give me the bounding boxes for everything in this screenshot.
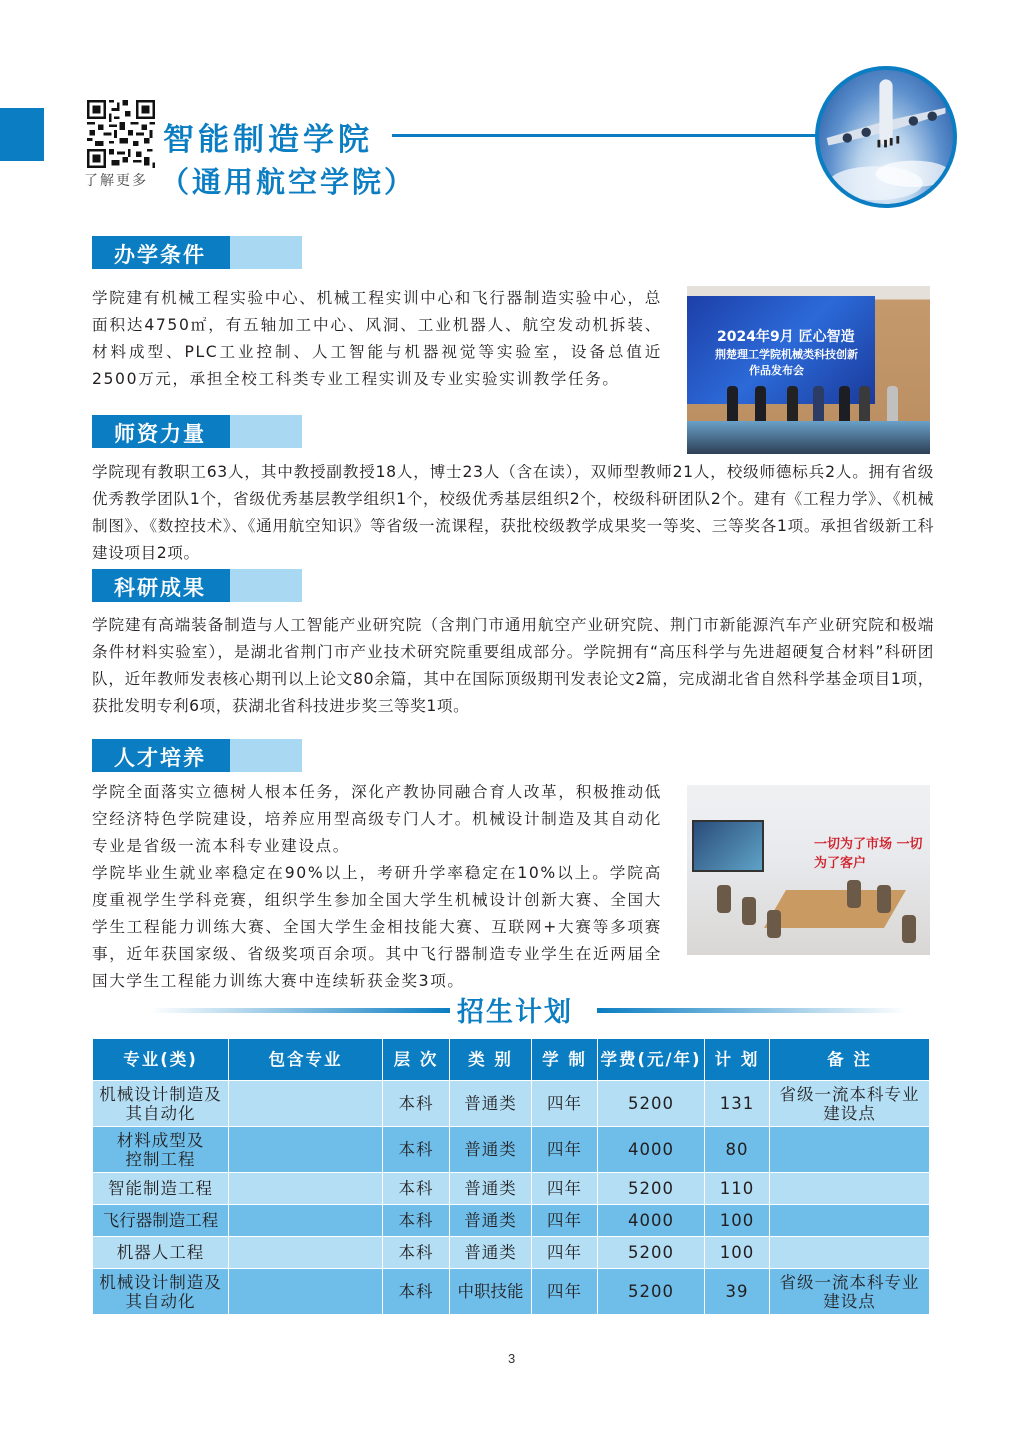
talent-text-2: 学院毕业生就业率稳定在90%以上，考研升学率稳定在10%以上。学院高度重视学生学科竞赛，组织学生参加全国大学生机械设计创新大赛、全国大学生工程能力训练大赛、全国大学生金相技能大赛、互联网+大赛等多项赛事，近年获国家级、省级奖项百余项。其中飞行器制造专业学生在近两届全国大学生工程能力训练大赛中连续斩获金奖3项。 [92, 864, 662, 990]
col-header-fee: 学费(元/年) [598, 1039, 705, 1081]
qr-caption: 了解更多 [84, 173, 148, 189]
event-photo: 2024年9月 匠心智造 荆楚理工学院机械类科技创新 作品发布会 [687, 286, 930, 454]
col-header-category: 类 别 [450, 1039, 532, 1081]
page-title: 智能制造学院 [163, 122, 373, 158]
table-header-row [93, 1039, 930, 1081]
section-heading-talent: 人才培养 [92, 739, 302, 772]
table-row: 机械设计制造及其自动化 本科 中职技能 四年 5200 39 省级一流本科专业建设点 [93, 1269, 930, 1315]
col-header-major: 专业(类) [93, 1039, 229, 1081]
enrollment-plan-title: 招生计划 [457, 997, 573, 1028]
table-row: 机器人工程 本科 普通类 四年 5200 100 [93, 1237, 930, 1269]
research-text: 学院建有高端装备制造与人工智能产业研究院（含荆门市通用航空产业研究院、荆门市新能源汽车产业研究院和极端条件材料实验室），是湖北省荆门市产业技术研究院重要组成部分。学院拥有“高压科学与先进超硬复合材料”科研团队，近年教师发表核心期刊以上论文80余篇，其中在国际顶级期刊发表论文2篇，完成湖北省自然科学基金项目1项，获批发明专利6项，获湖北省科技进步奖三等奖1项。 [92, 616, 934, 715]
section-heading-faculty: 师资力量 [92, 415, 302, 448]
meeting-photo: 一切为了市场 一切为了客户 [687, 785, 930, 955]
col-header-duration: 学 制 [532, 1039, 598, 1081]
faculty-text: 学院现有教职工63人，其中教授副教授18人，博士23人（含在读），双师型教师21人，校级师德标兵2人。拥有省级优秀教学团队1个，省级优秀基层教学组织1个，校级优秀基层组织2个，校级科研团队2个。建有《工程力学》、《机械制图》、《数控技术》、《通用航空知识》等省级一流课程，获批校级教学成果奖一等奖、三等奖各1项。承担省级新工科建设项目2项。 [92, 463, 934, 562]
facilities-text: 学院建有机械工程实验中心、机械工程实训中心和飞行器制造实验中心，总面积达4750㎡，有五轴加工中心、风洞、工业机器人、航空发动机拆装、材料成型、PLC工业控制、人工智能与机器视觉等实验室，设备总值近2500万元，承担全校工科类专业工程实训及专业实验实训教学任务。 [92, 289, 662, 388]
table-row: 飞行器制造工程 本科 普通类 四年 4000 100 [93, 1205, 930, 1237]
enrollment-plan-table [92, 1038, 930, 1315]
page-subtitle: （通用航空学院） [160, 165, 417, 199]
col-header-note: 备 注 [770, 1039, 930, 1081]
talent-text: 学院全面落实立德树人根本任务，深化产教协同融合育人改革，积极推动低空经济特色学院建设，培养应用型高级专门人才。机械设计制造及其自动化专业是省级一流本科专业建设点。 [92, 783, 662, 855]
left-edge-tab [0, 108, 44, 161]
col-header-includes: 包含专业 [229, 1039, 383, 1081]
page-number: 3 [508, 1351, 516, 1366]
col-header-level: 层 次 [383, 1039, 450, 1081]
table-row: 机械设计制造及其自动化 本科 普通类 四年 5200 131 省级一流本科专业建设点 [93, 1081, 930, 1127]
section-heading-research: 科研成果 [92, 569, 302, 602]
enrollment-plan-banner [150, 990, 910, 1030]
qr-code-icon[interactable] [86, 100, 156, 168]
col-header-plan: 计 划 [705, 1039, 770, 1081]
section-heading-facilities: 办学条件 [92, 236, 302, 269]
table-row: 智能制造工程 本科 普通类 四年 5200 110 [93, 1173, 930, 1205]
airplane-icon [819, 70, 953, 204]
airplane-image [815, 66, 957, 208]
title-divider [392, 134, 817, 137]
table-row: 材料成型及控制工程 本科 普通类 四年 4000 80 [93, 1127, 930, 1173]
